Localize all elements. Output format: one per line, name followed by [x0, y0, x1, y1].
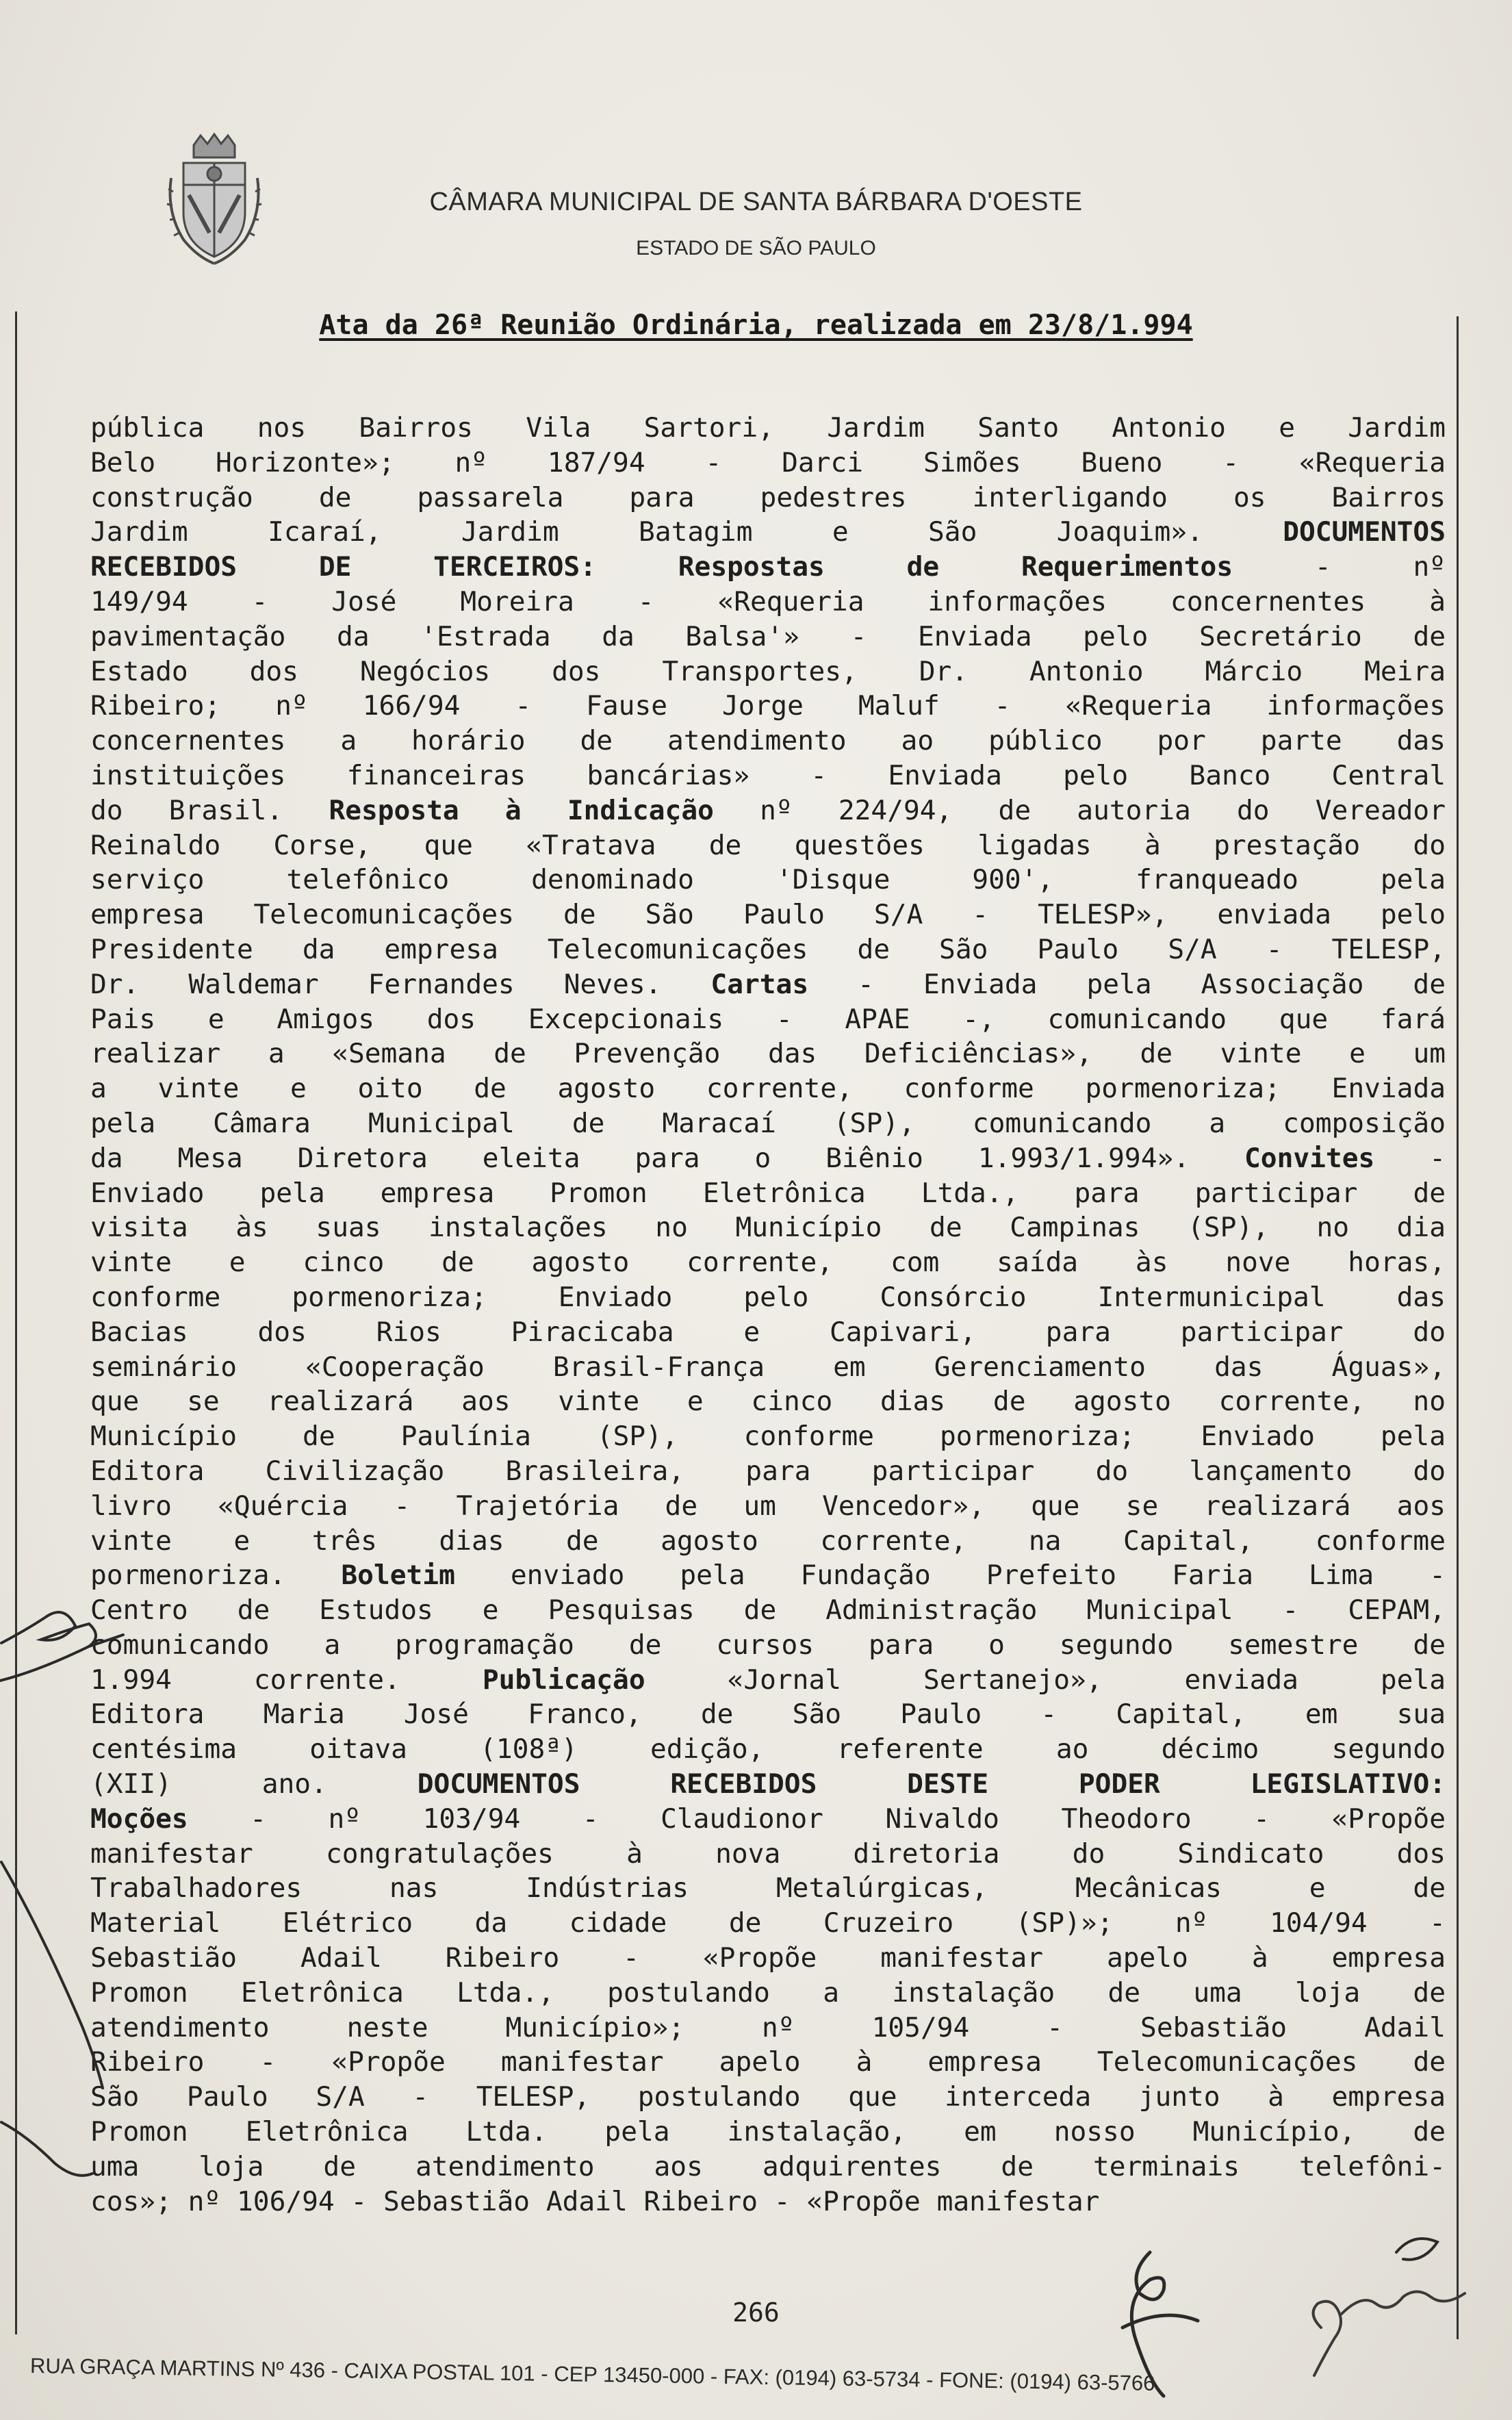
text-run: Editora Maria José Franco, de São Paulo - Capital, em sua — [90, 1698, 1446, 1731]
page-number: 266 — [732, 2297, 780, 2328]
right-margin-rule — [1457, 316, 1459, 2339]
text-run: vinte e cinco de agosto corrente, com saída às nove horas, — [90, 1247, 1446, 1279]
text-run: pormenoriza. — [90, 1559, 342, 1592]
text-run: serviço telefônico denominado 'Disque 900', franqueado pela — [90, 864, 1446, 896]
text-line — [90, 689, 1446, 724]
text-run: Material Elétrico da cidade de Cruzeiro (SP)»; nº 104/94 - — [90, 1907, 1446, 1939]
text-line — [90, 446, 1446, 481]
text-run: Promon Eletrônica Ltda. pela instalação, em nosso Município, de — [90, 2116, 1446, 2148]
text-run: pavimentação da 'Estrada da Balsa'» - Enviada pelo Secretário de — [90, 620, 1446, 652]
text-run: Centro de Estudos e Pesquisas de Administração Municipal - CEPAM, — [90, 1594, 1446, 1627]
text-line — [90, 2115, 1446, 2150]
text-line — [90, 1489, 1446, 1524]
text-run: - nº 103/94 - Claudionor Nivaldo Theodoro - «Propõe — [188, 1803, 1446, 1835]
text-line — [90, 1384, 1446, 1419]
text-line — [90, 2045, 1446, 2080]
text-run: comunicando a programação de cursos para o segundo semestre de — [90, 1629, 1446, 1661]
state-name: ESTADO DE SÃO PAULO — [636, 237, 876, 259]
text-run: Sebastião Adail Ribeiro - «Propõe manifestar apelo à empresa — [90, 1942, 1446, 1974]
text-line — [90, 2185, 1446, 2219]
text-run: da Mesa Diretora eleita para o Biênio 1.993/1.994». — [90, 1142, 1245, 1174]
text-run: Bacias dos Rios Piracicaba e Capivari, para participar do — [90, 1316, 1446, 1348]
text-run: - Enviada pela Associação de — [808, 968, 1446, 1000]
text-run: pública nos Bairros Vila Sartori, Jardim Santo Antonio e Jardim — [90, 412, 1446, 444]
text-line — [90, 1941, 1446, 1976]
text-line — [90, 1071, 1446, 1106]
text-line — [90, 1767, 1446, 1802]
footer-address: RUA GRAÇA MARTINS Nº 436 - CAIXA POSTAL 101 - CEP 13450-000 - FAX: (0194) 63-5734 - FONE: (0194) 63-5766 — [29, 2354, 1155, 2395]
bold-heading: Moções — [90, 1803, 188, 1835]
text-run: empresa Telecomunicações de São Paulo S/A - TELESP», enviada pelo — [90, 899, 1446, 931]
institution-name: CÂMARA MUNICIPAL DE SANTA BÁRBARA D'OESTE — [429, 188, 1083, 216]
text-run: seminário «Cooperação Brasil-França em Gerenciamento das Águas», — [90, 1351, 1446, 1383]
text-run: visita às suas instalações no Município de Campinas (SP), no dia — [90, 1212, 1446, 1244]
text-line — [90, 1837, 1446, 1872]
text-run: Jardim Icaraí, Jardim Batagim e São Joaquim». — [90, 516, 1283, 548]
text-run: Dr. Waldemar Fernandes Neves. — [90, 968, 711, 1000]
text-line — [90, 1558, 1446, 1593]
text-line — [90, 759, 1446, 793]
text-line — [90, 1802, 1446, 1837]
text-run: uma loja de atendimento aos adquirentes de terminais telefôni- — [90, 2150, 1446, 2182]
text-run: - nº — [1233, 551, 1446, 583]
bold-heading: RECEBIDOS DE TERCEIROS: — [90, 551, 596, 583]
text-line — [90, 1002, 1446, 1037]
text-line — [90, 1628, 1446, 1663]
text-run: manifestar congratulações à nova diretoria do Sindicato dos — [90, 1837, 1446, 1870]
text-line — [90, 2080, 1446, 2115]
minutes-body — [90, 411, 1446, 2219]
text-run: Promon Eletrônica Ltda., postulando a instalação de uma loja de — [90, 1976, 1446, 2009]
text-run: livro «Quércia - Trajetória de um Vencedor», que se realizará aos — [90, 1490, 1446, 1522]
minutes-title: Ata da 26ª Reunião Ordinária, realizada em 23/8/1.994 — [319, 309, 1193, 341]
text-run: Ribeiro - «Propõe manifestar apelo à empresa Telecomunicações de — [90, 2046, 1446, 2078]
text-run: pela Câmara Municipal de Maracaí (SP), comunicando a composição — [90, 1107, 1446, 1139]
text-line — [90, 411, 1446, 446]
text-line — [90, 863, 1446, 897]
text-line — [90, 2150, 1446, 2185]
text-line — [90, 1036, 1446, 1071]
text-run: Município de Paulínia (SP), conforme pormenoriza; Enviado pela — [90, 1421, 1446, 1453]
text-line — [90, 481, 1446, 515]
text-run: 149/94 - José Moreira - «Requeria informações concernentes à — [90, 585, 1446, 617]
text-run: centésima oitava (108ª) edição, referente ao décimo segundo — [90, 1733, 1446, 1766]
text-run: construção de passarela para pedestres interligando os Bairros — [90, 481, 1446, 513]
text-line — [90, 515, 1446, 550]
text-run: cos»; nº 106/94 - Sebastião Adail Ribeiro - «Propõe manifestar — [90, 2185, 1100, 2217]
text-run: vinte e três dias de agosto corrente, na Capital, conforme — [90, 1525, 1446, 1557]
text-line — [90, 2011, 1446, 2046]
text-run: Presidente da empresa Telecomunicações de São Paulo S/A - TELESP, — [90, 933, 1446, 965]
text-line — [90, 1697, 1446, 1732]
text-line — [90, 1871, 1446, 1906]
text-run: Belo Horizonte»; nº 187/94 - Darci Simões Bueno - «Requeria — [90, 446, 1446, 479]
bold-heading: Resposta à Indicação — [329, 794, 714, 826]
bold-heading: DOCUMENTOS — [1283, 516, 1446, 548]
text-run: «Jornal Sertanejo», enviada pela — [645, 1664, 1446, 1696]
text-line — [90, 724, 1446, 759]
text-line — [90, 1593, 1446, 1628]
text-run: Estado dos Negócios dos Transportes, Dr. Antonio Márcio Meira — [90, 655, 1446, 687]
text-line — [90, 550, 1446, 585]
text-line — [90, 1524, 1446, 1559]
text-line — [90, 828, 1446, 863]
text-run: instituições financeiras bancárias» - Enviada pelo Banco Central — [90, 759, 1446, 791]
text-run: concernentes a horário de atendimento ao público por parte das — [90, 725, 1446, 757]
bold-heading: Convites — [1244, 1142, 1375, 1174]
text-line — [90, 897, 1446, 932]
text-line — [90, 1315, 1446, 1350]
text-line — [90, 1976, 1446, 2011]
bold-heading: DOCUMENTOS RECEBIDOS DESTE PODER LEGISLATIVO: — [417, 1768, 1446, 1800]
text-line — [90, 1350, 1446, 1385]
text-run: do Brasil. — [90, 794, 329, 826]
text-run: a vinte e oito de agosto corrente, conforme pormenoriza; Enviada — [90, 1073, 1446, 1105]
text-run: Reinaldo Corse, que «Tratava de questões ligadas à prestação do — [90, 829, 1446, 861]
text-line — [90, 967, 1446, 1002]
bold-heading: Publicação — [482, 1664, 645, 1696]
text-run: Ribeiro; nº 166/94 - Fause Jorge Maluf - «Requeria informações — [90, 690, 1446, 722]
bold-heading: Boletim — [341, 1559, 455, 1592]
left-margin-rule — [15, 311, 17, 2334]
text-line — [90, 1454, 1446, 1489]
text-run: - — [1374, 1142, 1446, 1174]
text-run: Editora Civilização Brasileira, para participar do lançamento do — [90, 1455, 1446, 1487]
bold-heading: Cartas — [710, 968, 809, 1000]
text-line — [90, 620, 1446, 654]
text-line — [90, 1280, 1446, 1315]
text-line — [90, 1732, 1446, 1767]
text-run: Enviado pela empresa Promon Eletrônica Ltda., para participar de — [90, 1177, 1446, 1209]
text-line — [90, 585, 1446, 620]
text-line — [90, 654, 1446, 689]
text-line — [90, 932, 1446, 967]
text-run: que se realizará aos vinte e cinco dias de agosto corrente, no — [90, 1386, 1446, 1418]
text-run: enviado pela Fundação Prefeito Faria Lima - — [454, 1559, 1446, 1592]
text-line — [90, 1906, 1446, 1941]
text-run: São Paulo S/A - TELESP, postulando que interceda junto à empresa — [90, 2081, 1446, 2113]
text-line — [90, 1176, 1446, 1211]
text-run: atendimento neste Município»; nº 105/94 - Sebastião Adail — [90, 2011, 1446, 2043]
text-line — [90, 1106, 1446, 1141]
text-line — [90, 1419, 1446, 1454]
text-run: conforme pormenoriza; Enviado pelo Consórcio Intermunicipal das — [90, 1281, 1446, 1313]
text-run: Pais e Amigos dos Excepcionais - APAE -, comunicando que fará — [90, 1003, 1446, 1035]
text-line — [90, 1141, 1446, 1176]
text-run: realizar a «Semana de Prevenção das Deficiências», de vinte e um — [90, 1038, 1446, 1070]
text-line — [90, 1245, 1446, 1280]
bold-heading: Respostas de Requerimentos — [678, 551, 1233, 583]
text-run — [596, 551, 678, 583]
text-line — [90, 793, 1446, 828]
text-line — [90, 1210, 1446, 1245]
text-run: (XII) ano. — [90, 1768, 418, 1800]
text-run: 1.994 corrente. — [90, 1664, 483, 1696]
text-line — [90, 1663, 1446, 1698]
text-run: Trabalhadores nas Indústrias Metalúrgicas, Mecânicas e de — [90, 1872, 1446, 1905]
text-run: nº 224/94, de autoria do Vereador — [713, 794, 1446, 826]
